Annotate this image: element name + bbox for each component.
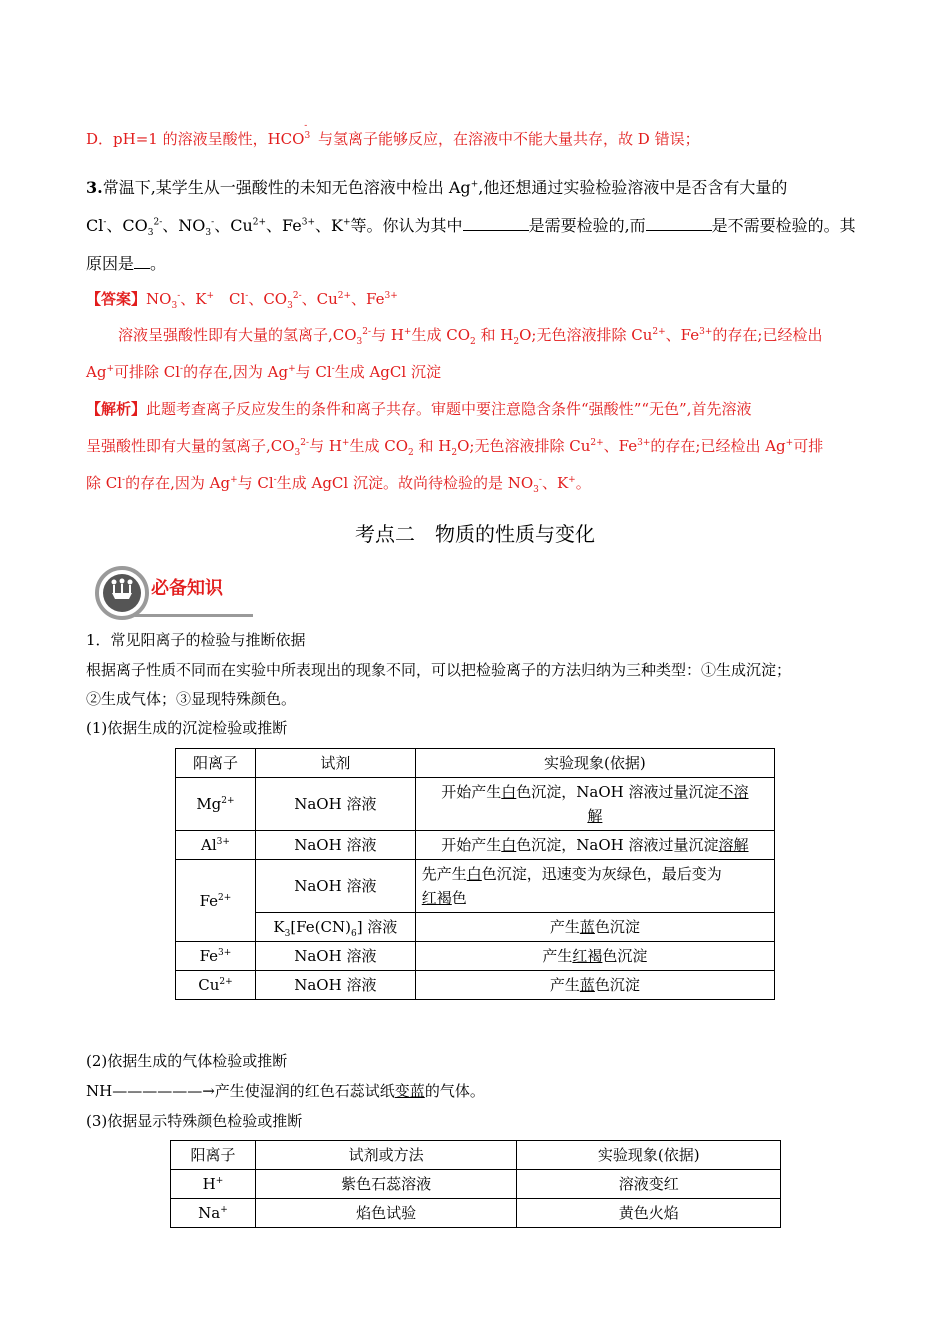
- cation-cell: $Fe^{3+}$: [176, 942, 256, 971]
- observation-cell: 开始产生白色沉淀，NaOH 溶液过量沉淀不溶 解: [415, 778, 774, 831]
- question-3-line1: 3.常温下,某学生从一强酸性的未知无色溶液中检出 Ag+,他还想通过实验检验溶液中是否含有大量的: [86, 178, 788, 197]
- analysis-line3: 除 Cl-的存在,因为 Ag+与 Cl-生成 AgCl 沉淀。故尚待检验的是 $NO_3^-$、K+。: [86, 474, 591, 495]
- table-header: 阳离子: [176, 749, 256, 778]
- table-header: 实验现象(依据): [517, 1141, 781, 1170]
- crown-icon: [109, 578, 135, 600]
- table-header: 试剂: [255, 749, 415, 778]
- table-row: [176, 942, 775, 971]
- knowledge-badge: [95, 566, 255, 626]
- ammonium-line: NH——————→产生使湿润的红色石蕊试纸变蓝的气体。: [86, 1082, 485, 1100]
- table-row: [171, 1170, 781, 1199]
- table-header: 实验现象(依据): [415, 749, 774, 778]
- section-title: 考点二 物质的性质与变化: [355, 522, 595, 546]
- analysis-line2: 呈强酸性即有大量的氢离子$,CO_3^{2-}$与 H+生成 $CO_2$ 和 $H_2O$;无色溶液排除 $Cu^{2+}$、$Fe^{3+}$的存在;已经检出 Ag+可排: [86, 437, 824, 458]
- table-row: [176, 971, 775, 1000]
- reagent-cell: NaOH 溶液: [255, 860, 415, 913]
- table-row: [176, 860, 775, 913]
- observation-cell: 溶液变红: [517, 1170, 781, 1199]
- cation-cell: H+: [171, 1170, 256, 1199]
- reagent-cell: NaOH 溶液: [255, 942, 415, 971]
- answer-body-2: Ag+可排除 Cl-的存在,因为 Ag+与 Cl-生成 AgCl 沉淀: [86, 363, 441, 381]
- subheading-precipitate: (1)依据生成的沉淀检验或推断: [86, 719, 288, 737]
- question-3-line2: Cl-、$CO_3^{2-}$、$NO_3^-$、$Cu^{2+}$、$Fe^{3+}$、K+等。你认为其中 是需要检验的,而 是不需要检验的。其: [86, 216, 856, 239]
- reagent-cell: $K_3[Fe(CN)_6]$ 溶液: [255, 913, 415, 942]
- cation-cell: $Al^{3+}$: [176, 831, 256, 860]
- answer-line: 【答案】$NO_3^-$、K+ Cl-、$CO_3^{2-}$、$Cu^{2+}$、$Fe^{3+}$: [86, 290, 398, 311]
- reagent-cell: NaOH 溶液: [255, 831, 415, 860]
- reagent-cell: NaOH 溶液: [255, 778, 415, 831]
- answer-body-1: 溶液呈强酸性即有大量的氢离子$,CO_3^{2-}$与 H+生成 $CO_2$ 和 $H_2O$;无色溶液排除 $Cu^{2+}$、$Fe^{3+}$的存在;已经检出: [118, 326, 823, 347]
- cation-cell: $Mg^{2+}$: [176, 778, 256, 831]
- method-cell: 焰色试验: [255, 1199, 517, 1228]
- question-3-line3: 原因是 。: [86, 254, 167, 273]
- table-header-row: [171, 1141, 781, 1170]
- observation-cell: 黄色火焰: [517, 1199, 781, 1228]
- cation-cell: Na+: [171, 1199, 256, 1228]
- cation-cell: $Fe^{2+}$: [176, 860, 256, 942]
- paragraph-methods-2: ②生成气体；③显现特殊颜色。: [86, 690, 297, 708]
- paragraph-methods-1: 根据离子性质不同而在实验中所表现出的现象不同，可以把检验离子的方法归纳为三种类型：①生成沉淀；: [86, 661, 792, 679]
- cation-cell: $Cu^{2+}$: [176, 971, 256, 1000]
- color-table: [170, 1140, 781, 1228]
- table-row: [176, 778, 775, 831]
- table-row: [176, 913, 775, 942]
- table-header: 阳离子: [171, 1141, 256, 1170]
- heading-cation-detection: 1．常见阳离子的检验与推断依据: [86, 631, 306, 649]
- analysis-line1: 【解析】此题考查离子反应发生的条件和离子共存。审题中要注意隐含条件“强酸性”“无色”,首先溶液: [86, 400, 752, 418]
- subheading-color: (3)依据显示特殊颜色检验或推断: [86, 1112, 303, 1130]
- method-cell: 紫色石蕊溶液: [255, 1170, 517, 1199]
- subheading-gas: (2)依据生成的气体检验或推断: [86, 1052, 288, 1070]
- precipitate-table: [175, 748, 775, 1000]
- reagent-cell: NaOH 溶液: [255, 971, 415, 1000]
- table-header: 试剂或方法: [255, 1141, 517, 1170]
- table-row: [176, 831, 775, 860]
- table-header-row: [176, 749, 775, 778]
- badge-underline: [135, 614, 253, 617]
- observation-cell: 产生蓝色沉淀: [415, 913, 774, 942]
- table-row: [171, 1199, 781, 1228]
- observation-cell: 产生红褐色沉淀: [415, 942, 774, 971]
- observation-cell: 产生蓝色沉淀: [415, 971, 774, 1000]
- observation-cell: 开始产生白色沉淀，NaOH 溶液过量沉淀溶解: [415, 831, 774, 860]
- observation-cell: 先产生白色沉淀，迅速变为灰绿色，最后变为 红褐色: [415, 860, 774, 913]
- option-d-line: D．pH=1 的溶液呈酸性，$HCO^{3-}$ 与氢离子能够反应，在溶液中不能大量共存，故 D 错误；: [86, 121, 700, 148]
- badge-label: 必备知识: [151, 578, 223, 599]
